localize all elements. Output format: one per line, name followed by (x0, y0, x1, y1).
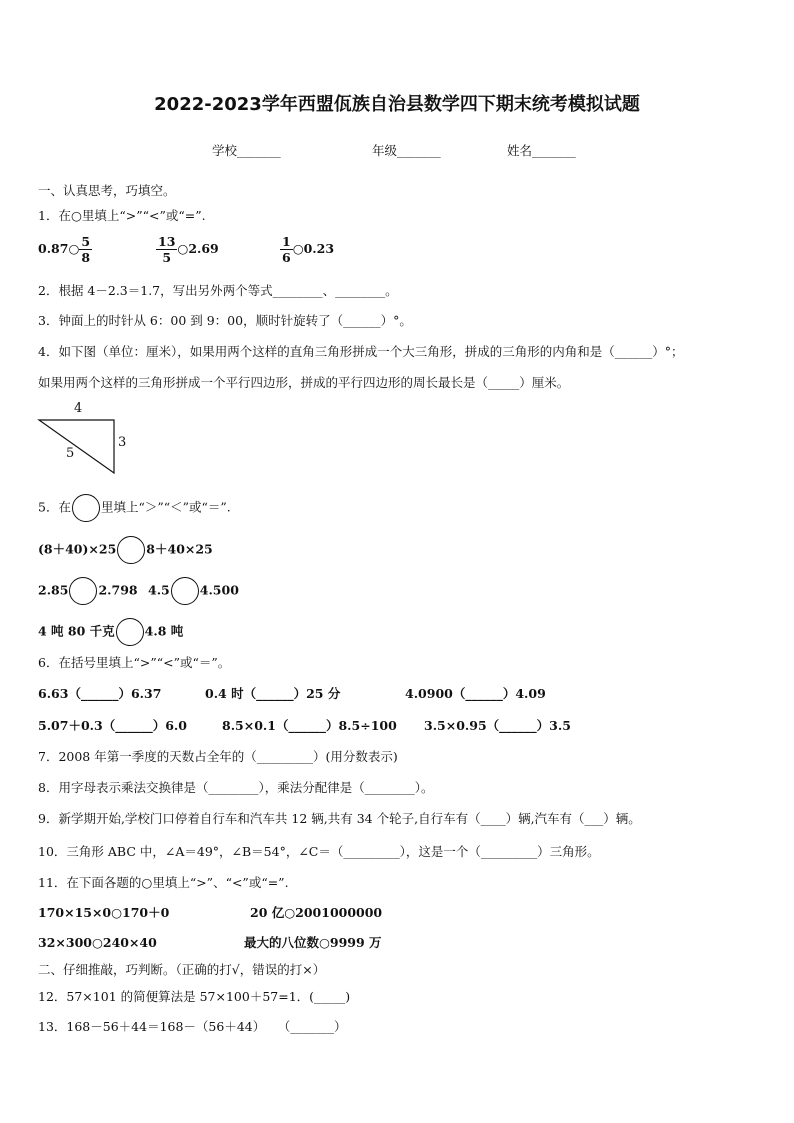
q1-c-suffix: ○0.23 (292, 241, 335, 256)
q5-r2a-circle[interactable] (69, 577, 97, 605)
q5-row-2a (38, 577, 138, 605)
q5-r2b-left: 4.5 (148, 582, 170, 598)
q5-r3-right: 4.8 吨 (144, 623, 184, 639)
q12: 12．57×101 的简便算法是 57×100＋57=1．(_____) (38, 989, 351, 1004)
q7: 7．2008 年第一季度的天数占全年的（_________）(用分数表示) (38, 749, 398, 764)
q4-line1: 4．如下图（单位：厘米），如果用两个这样的直角三角形拼成一个大三角形，拼成的三角形的内角和是（______）°； (38, 344, 684, 359)
triangle-side-top: 4 (74, 401, 83, 416)
q5-stem-circle (72, 494, 100, 522)
q5-row-1 (38, 536, 213, 564)
q6-r2a: 5.07＋0.3（______）6.0 (38, 718, 187, 733)
q1-a-prefix: 0.87○ (38, 241, 80, 256)
q1-stem: 1．在○里填上“>”“<”或“=”. (38, 208, 206, 223)
triangle-side-right: 3 (118, 435, 127, 450)
q1-a-den: 8 (81, 250, 91, 265)
q1-b-fraction (156, 234, 177, 265)
q1-a-num: 5 (81, 234, 91, 249)
q3: 3．钟面上的时针从 6：00 到 9：00，顺时针旋转了（______）°。 (38, 313, 412, 328)
q5-stem (38, 494, 231, 522)
right-triangle-figure (36, 415, 126, 477)
q9: 9．新学期开始,学校门口停着自行车和汽车共 12 辆,共有 34 个轮子,自行车有（____）辆,汽车有（___）辆。 (38, 811, 641, 826)
q2: 2．根据 4－2.3＝1.7，写出另外两个等式________、________。 (38, 283, 398, 298)
q11-r2b: 最大的八位数○9999 万 (244, 935, 382, 950)
q5-r2b-circle[interactable] (171, 577, 199, 605)
q6-r1c: 4.0900（______）4.09 (405, 686, 546, 701)
q6-r1a: 6.63（______）6.37 (38, 686, 162, 701)
section-1-heading: 一、认真思考，巧填空。 (38, 183, 176, 198)
q1-c-fraction (280, 234, 293, 265)
q6-stem: 6．在括号里填上“>”“<”或“＝”。 (38, 655, 231, 670)
q5-row-3 (38, 618, 183, 646)
triangle-side-hypotenuse: 5 (66, 446, 75, 461)
q1-item-c (280, 234, 334, 265)
q11-stem: 11．在下面各题的○里填上“>”、“<”或“=”. (38, 875, 289, 890)
q1-item-b (156, 234, 219, 265)
grade-field: 年级_______ (372, 143, 441, 158)
q5-r2a-right: 2.798 (98, 582, 138, 598)
q5-r2a-left: 2.85 (38, 582, 69, 598)
school-field: 学校_______ (212, 143, 281, 158)
q5-r1-left: (8＋40)×25 (38, 541, 117, 557)
q13: 13．168－56＋44＝168－（56＋44） （_______） (38, 1019, 347, 1034)
section-2-heading: 二、仔细推敲，巧判断。（正确的打√，错误的打×） (38, 962, 326, 977)
q1-c-num: 1 (282, 234, 291, 249)
q5-r2b-right: 4.500 (199, 582, 239, 598)
q11-r1b: 20 亿○2001000000 (250, 905, 383, 920)
q1-b-suffix: ○2.69 (177, 241, 219, 256)
q11-r1a: 170×15×0○170＋0 (38, 905, 170, 920)
q6-r1b: 0.4 时（______）25 分 (205, 686, 341, 701)
q1-c-den: 6 (282, 250, 291, 265)
q1-b-den: 5 (162, 250, 172, 265)
q11-r2a: 32×300○240×40 (38, 935, 157, 950)
q5-r1-right: 8＋40×25 (146, 541, 213, 557)
q5-row-2b (148, 577, 239, 605)
q1-item-a (38, 234, 92, 265)
name-field: 姓名_______ (507, 143, 576, 158)
q4-line2: 如果用两个这样的三角形拼成一个平行四边形，拼成的平行四边形的周长最长是（_____）厘米。 (38, 375, 570, 390)
page-title: 2022-2023学年西盟佤族自治县数学四下期末统考模拟试题 (154, 94, 640, 115)
q8: 8．用字母表示乘法交换律是（________），乘法分配律是（________）。 (38, 780, 434, 795)
q5-r3-circle[interactable] (116, 618, 144, 646)
q6-r2c: 3.5×0.95（______）3.5 (424, 718, 571, 733)
q5-r1-circle[interactable] (117, 536, 145, 564)
q6-r2b: 8.5×0.1（______）8.5÷100 (222, 718, 397, 733)
q10: 10．三角形 ABC 中，∠A＝49°，∠B＝54°，∠C＝（_________），这是一个（_________）三角形。 (38, 844, 600, 859)
q5-stem-post: 里填上“＞”“＜”或“＝”. (100, 499, 231, 515)
q5-stem-pre: 5．在 (38, 499, 71, 515)
q5-r3-left: 4 吨 80 千克 (38, 623, 115, 639)
q1-b-num: 13 (158, 234, 176, 249)
q1-a-fraction (79, 234, 92, 265)
